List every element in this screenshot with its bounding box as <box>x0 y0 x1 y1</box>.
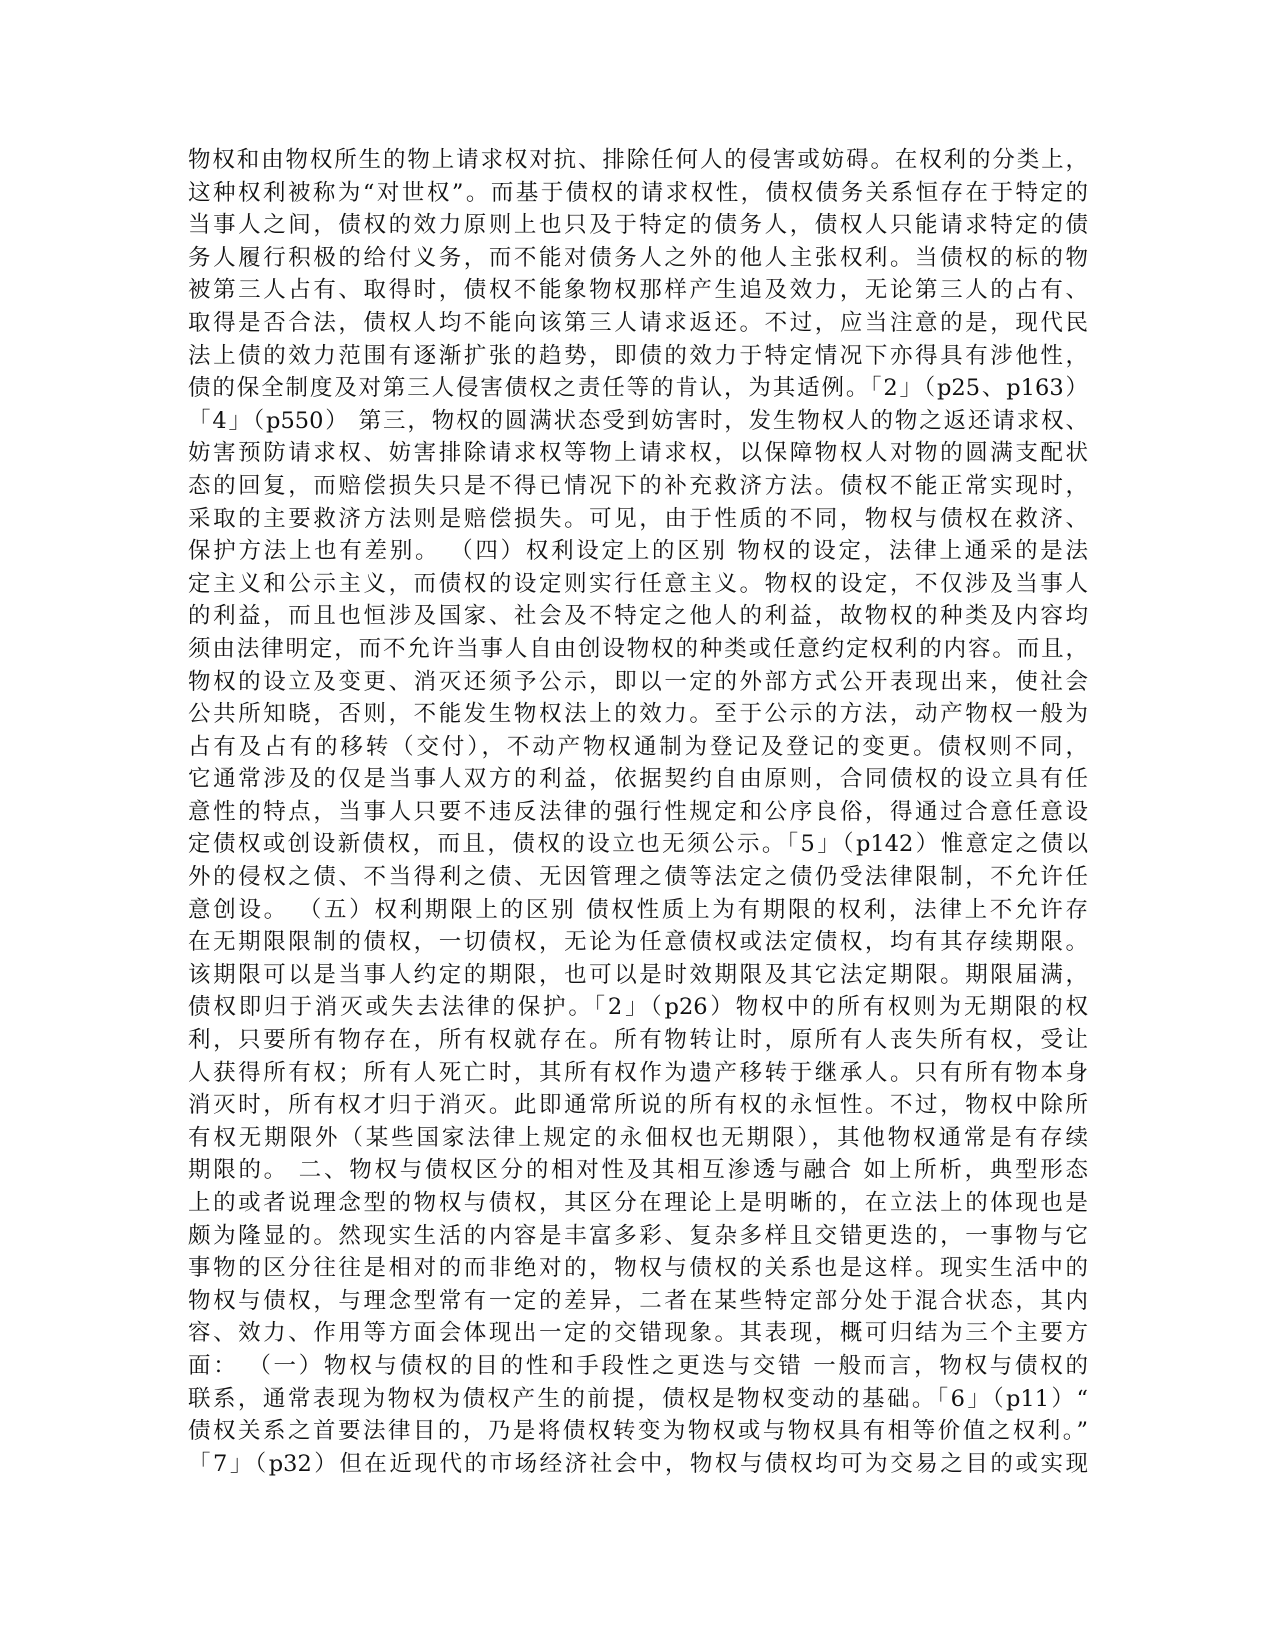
text-line: 外的侵权之债、不当得利之债、无因管理之债等法定之债仍受法律限制，不允许任 <box>188 864 1088 891</box>
text-line: 的利益，而且也恒涉及国家、社会及不特定之他人的利益，故物权的种类及内容均 <box>188 603 1088 630</box>
text-line: 法上债的效力范围有逐渐扩张的趋势，即债的效力于特定情况下亦得具有涉他性， <box>188 342 1088 369</box>
text-line: 「7」（p32）但在近现代的市场经济社会中，物权与债权均可为交易之目的或实现 <box>188 1450 1088 1477</box>
text-line: 须由法律明定，而不允许当事人自由创设物权的种类或任意约定权利的内容。而且， <box>188 635 1088 662</box>
text-line: 人获得所有权；所有人死亡时，其所有权作为遗产移转于继承人。只有所有物本身 <box>188 1059 1088 1086</box>
text-line: 物权的设立及变更、消灭还须予公示，即以一定的外部方式公开表现出来，使社会 <box>188 668 1088 695</box>
text-line: 物权和由物权所生的物上请求权对抗、排除任何人的侵害或妨碍。在权利的分类上， <box>188 147 1088 173</box>
text-line: 意性的特点，当事人只要不违反法律的强行性规定和公序良俗，得通过合意任意设 <box>188 798 1088 825</box>
text-line: 公共所知晓，否则，不能发生物权法上的效力。至于公示的方法，动产物权一般为 <box>188 701 1088 728</box>
text-line: 占有及占有的移转（交付），不动产物权通制为登记及登记的变更。债权则不同， <box>188 733 1088 760</box>
text-line: 上的或者说理念型的物权与债权，其区分在理论上是明晰的，在立法上的体现也是 <box>188 1190 1088 1216</box>
text-line: 采取的主要救济方法则是赔偿损失。可见，由于性质的不同，物权与债权在救济、 <box>188 505 1088 532</box>
text-line: 期限的。 二、物权与债权区分的相对性及其相互渗透与融合 如上所析，典型形态 <box>188 1157 1088 1184</box>
text-line: 有权无期限外（某些国家法律上规定的永佃权也无期限），其他物权通常是有存续 <box>188 1124 1088 1151</box>
text-line: 债权即归于消灭或失去法律的保护。「2」（p26）物权中的所有权则为无期限的权 <box>188 994 1088 1021</box>
text-line: 债权关系之首要法律目的，乃是将债权转变为物权或与物权具有相等价值之权利。” <box>188 1418 1088 1445</box>
text-line: 事物的区分往往是相对的而非绝对的，物权与债权的关系也是这样。现实生活中的 <box>188 1255 1088 1282</box>
text-line: 被第三人占有、取得时，债权不能象物权那样产生追及效力，无论第三人的占有、 <box>188 277 1088 304</box>
text-line: 定主义和公示主义，而债权的设定则实行任意主义。物权的设定，不仅涉及当事人 <box>188 570 1088 597</box>
text-line: 利，只要所有物存在，所有权就存在。所有物转让时，原所有人丧失所有权，受让 <box>188 1027 1088 1054</box>
text-line: 意创设。 （五）权利期限上的区别 债权性质上为有期限的权利，法律上不允许存 <box>188 896 1088 923</box>
text-line: 「4」（p550） 第三，物权的圆满状态受到妨害时，发生物权人的物之返还请求权、 <box>188 407 1088 434</box>
text-line: 保护方法上也有差别。 （四）权利设定上的区别 物权的设定，法律上通采的是法 <box>188 538 1088 565</box>
text-line: 定债权或创设新债权，而且，债权的设立也无须公示。「5」（p142）惟意定之债以 <box>188 831 1088 858</box>
text-line: 妨害预防请求权、妨害排除请求权等物上请求权，以保障物权人对物的圆满支配状 <box>188 440 1088 467</box>
body-text <box>188 144 1088 1480</box>
text-line: 消灭时，所有权才归于消灭。此即通常所说的所有权的永恒性。不过，物权中除所 <box>188 1092 1088 1119</box>
text-line: 面： （一）物权与债权的目的性和手段性之更迭与交错 一般而言，物权与债权的 <box>188 1352 1088 1379</box>
text-line: 该期限可以是当事人约定的期限，也可以是时效期限及其它法定期限。期限届满， <box>188 961 1088 988</box>
text-line: 颇为隆显的。然现实生活的内容是丰富多彩、复杂多样且交错更迭的，一事物与它 <box>188 1222 1088 1249</box>
text-line: 物权与债权，与理念型常有一定的差异，二者在某些特定部分处于混合状态，其内 <box>188 1287 1088 1314</box>
text-line: 债的保全制度及对第三人侵害债权之责任等的肯认，为其适例。「2」（p25、p163） <box>188 375 1088 402</box>
text-line: 它通常涉及的仅是当事人双方的利益，依据契约自由原则，合同债权的设立具有任 <box>188 766 1088 793</box>
text-line: 这种权利被称为“对世权”。而基于债权的请求权性，债权债务关系恒存在于特定的 <box>188 179 1088 206</box>
text-line: 在无期限限制的债权，一切债权，无论为任意债权或法定债权，均有其存续期限。 <box>188 929 1088 956</box>
text-line: 联系，通常表现为物权为债权产生的前提，债权是物权变动的基础。「6」（p11）“ <box>188 1385 1088 1412</box>
text-line: 态的回复，而赔偿损失只是不得已情况下的补充救济方法。债权不能正常实现时， <box>188 472 1088 499</box>
text-line: 容、效力、作用等方面会体现出一定的交错现象。其表现，概可归结为三个主要方 <box>188 1320 1088 1347</box>
text-line: 务人履行积极的给付义务，而不能对债务人之外的他人主张权利。当债权的标的物 <box>188 244 1088 271</box>
text-line: 取得是否合法，债权人均不能向该第三人请求返还。不过，应当注意的是，现代民 <box>188 309 1088 336</box>
text-line: 当事人之间，债权的效力原则上也只及于特定的债务人，债权人只能请求特定的债 <box>188 212 1088 239</box>
